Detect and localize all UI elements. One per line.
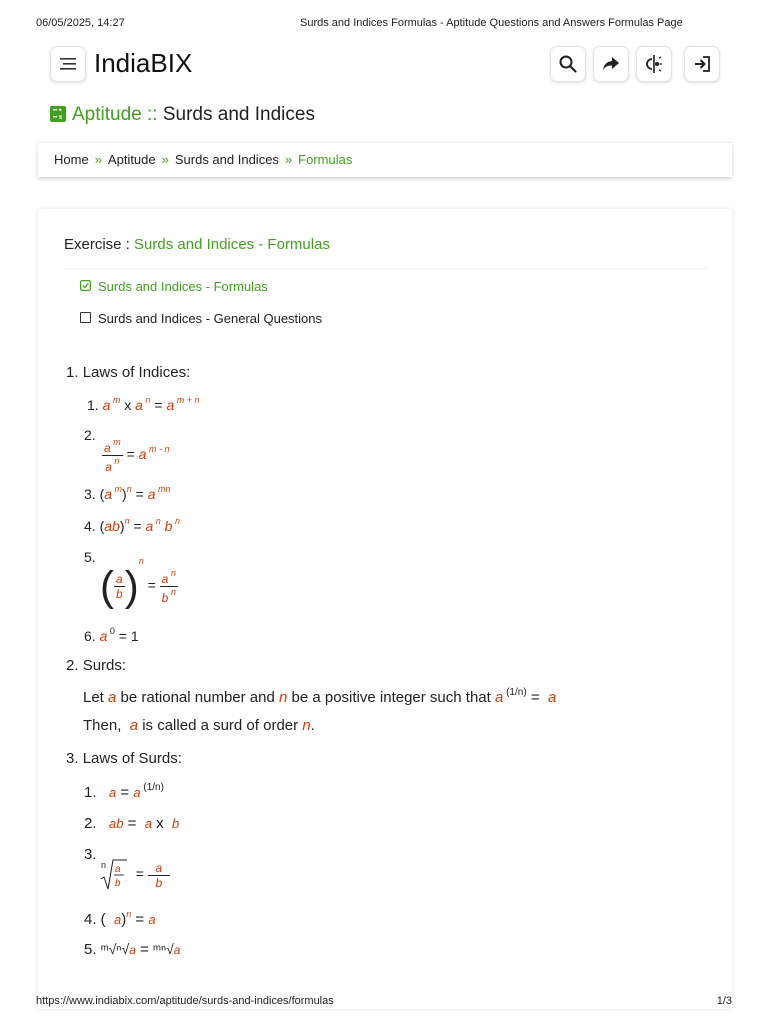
formula-index-4: 4. (ab)$^n$ = a $^n$ b $^n$ <box>84 516 180 534</box>
formula-index-2: 2. <box>84 427 96 443</box>
hamburger-icon <box>60 58 76 70</box>
formula-surd-5: 5. ᵐ√ⁿ√a = ᵐⁿ√a <box>84 941 181 958</box>
formula-surd-3-expr: n a b = $\frac{a}{b}$ <box>100 858 170 892</box>
contrast-icon <box>644 54 664 74</box>
section-title: Surds: <box>82 657 127 674</box>
exercise-list <box>64 268 706 341</box>
formula-index-3: 3. (a $^m$)$^n$ = a $^{mn}$ <box>84 484 171 502</box>
exercise-name: Surds and Indices - Formulas <box>134 236 330 253</box>
print-page-title: Surds and Indices Formulas - Aptitude Questions and Answers Formulas Page <box>300 17 683 29</box>
exercise-item-general-questions[interactable] <box>80 311 322 326</box>
sign-in-icon <box>693 55 711 73</box>
exercise-label: Exercise : <box>64 236 130 253</box>
exercise-title <box>64 236 330 253</box>
surd-order: Then, a is called a surd of order n. <box>83 717 315 734</box>
breadcrumb-separator: » <box>161 152 169 167</box>
breadcrumb-aptitude[interactable]: Aptitude <box>107 152 156 167</box>
checkbox-checked-icon <box>80 280 91 291</box>
search-icon <box>559 55 577 73</box>
text-then-mid: is called a surd of order <box>142 717 299 734</box>
text-period: . <box>310 717 315 734</box>
share-button[interactable] <box>593 46 629 82</box>
svg-text:a: a <box>115 864 121 875</box>
breadcrumb-surds-and-indices[interactable]: Surds and Indices <box>174 152 279 167</box>
checkbox-empty-icon <box>80 312 91 323</box>
print-page-number: 1/3 <box>716 995 732 1007</box>
heading-separator: :: <box>147 104 158 125</box>
section-laws-of-indices <box>66 364 190 381</box>
brand-logo[interactable]: IndiaBIX <box>94 48 193 78</box>
section-surds <box>66 657 126 674</box>
breadcrumb-separator: » <box>284 152 293 167</box>
print-datetime: 06/05/2025, 14:27 <box>36 17 125 29</box>
exercise-item-formulas[interactable] <box>80 279 268 294</box>
formula-index-5-expr: ( $\frac{a}{b}$ )$^n$ = $\frac{a ^n}{b ^n}$ <box>100 556 176 610</box>
print-url: https://www.indiabix.com/aptitude/surds-and-indices/formulas <box>36 995 334 1007</box>
top-navbar <box>50 44 720 82</box>
breadcrumb-home[interactable]: Home <box>54 152 89 167</box>
formula-index-6: 6. a $^0$ = 1 <box>84 626 139 644</box>
heading-category[interactable]: Aptitude <box>72 104 142 125</box>
section-title: Laws of Surds: <box>82 750 182 767</box>
svg-text:b: b <box>115 878 121 889</box>
formula-index-1: 1. a $^m$ x a $^n$ = a $^{m + n}$ <box>87 395 200 413</box>
formula-surd-3: 3. <box>84 846 97 863</box>
text-let-mid: be rational number and <box>120 689 275 706</box>
nth-root-sign-icon <box>100 858 128 892</box>
formula-index-2-expr: $\frac{a ^m}{a ^n}$ = a $^{m - n}$ <box>104 437 170 474</box>
formula-surd-1: 1. a = a $^{(1/n)}$ <box>84 782 164 801</box>
surd-definition: Let a be rational number and n be a positive integer such that a $^{(1/n)}$ = a <box>83 687 557 706</box>
formula-surd-2: 2. ab = a x b <box>84 815 180 832</box>
print-header <box>36 17 732 31</box>
heading-topic: Surds and Indices <box>162 104 315 125</box>
login-button[interactable] <box>684 46 720 82</box>
exercise-item-label: Surds and Indices - Formulas <box>98 279 268 294</box>
text-then: Then, <box>83 717 122 734</box>
search-button[interactable] <box>550 46 586 82</box>
formula-index-5: 5. <box>84 549 96 565</box>
page-heading <box>50 104 315 126</box>
text-let-tail: be a positive integer such that <box>291 689 491 706</box>
contrast-toggle-button[interactable] <box>636 46 672 82</box>
print-footer <box>36 995 732 1009</box>
section-number: 1. <box>66 364 79 381</box>
calculator-icon <box>50 106 66 122</box>
formula-surd-4: 4. ( a)$^n$ = a <box>84 909 156 928</box>
svg-text:n: n <box>101 860 107 870</box>
breadcrumb-separator: » <box>94 152 102 167</box>
exercise-item-label: Surds and Indices - General Questions <box>98 311 323 326</box>
menu-button[interactable] <box>50 46 86 82</box>
breadcrumb-formulas: Formulas <box>298 152 353 167</box>
text-let: Let <box>83 689 104 706</box>
section-title: Laws of Indices: <box>82 364 191 381</box>
section-number: 2. <box>66 657 79 674</box>
section-number: 3. <box>66 750 79 767</box>
section-laws-of-surds <box>66 750 182 767</box>
share-arrow-icon <box>602 56 620 72</box>
breadcrumb <box>38 142 732 177</box>
